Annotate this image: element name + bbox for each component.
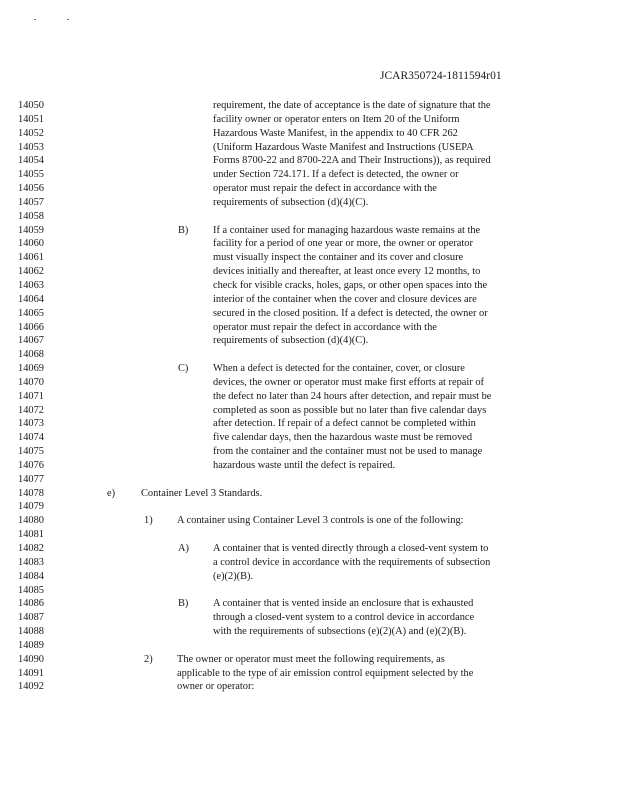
line-number: 14063 [18, 279, 44, 291]
line-text: with the requirements of subsections (e)(2)(A) and (e)(2)(B). [213, 626, 467, 638]
line-number: 14072 [18, 404, 44, 416]
line-text: requirement, the date of acceptance is the date of signature that the [213, 100, 491, 111]
line-text: a control device in accordance with the requirements of subsection [213, 556, 491, 568]
line-number: 14052 [18, 127, 44, 139]
line-text: five calendar days, then the hazardous waste must be removed [213, 432, 473, 444]
document-line [0, 154, 618, 168]
line-text: requirements of subsection (d)(4)(C). [213, 335, 369, 347]
document-line [0, 237, 618, 251]
line-text: after detection. If repair of a defect cannot be completed within [213, 418, 476, 430]
line-number: 14067 [18, 335, 44, 347]
line-text: A container that is vented inside an enclosure that is exhausted [213, 598, 474, 610]
document-line [0, 667, 618, 681]
line-text: A container using Container Level 3 controls is one of the following: [177, 515, 464, 527]
document-line [0, 514, 618, 528]
document-line [0, 265, 618, 279]
line-number: 14084 [18, 570, 44, 582]
document-line [0, 500, 618, 514]
document-line [0, 404, 618, 418]
document-line [0, 182, 618, 196]
document-line [0, 625, 618, 639]
document-line [0, 542, 618, 556]
document-line [0, 459, 618, 473]
document-line [0, 279, 618, 293]
document-line [0, 390, 618, 404]
line-number: 14068 [18, 349, 44, 361]
document-line [0, 653, 618, 667]
document-line [0, 251, 618, 265]
line-text: through a closed-vent system to a control device in accordance [213, 612, 475, 624]
line-text: hazardous waste until the defect is repaired. [213, 459, 396, 471]
line-text: check for visible cracks, holes, gaps, or other open spaces into the [213, 279, 488, 291]
line-text: (e)(2)(B). [213, 570, 254, 582]
document-line [0, 168, 618, 182]
document-line [0, 584, 618, 598]
line-number: 14079 [18, 501, 44, 513]
line-text: facility owner or operator enters on Item 20 of the Uniform [213, 113, 460, 125]
line-number: 14074 [18, 432, 44, 444]
line-text: Container Level 3 Standards. [141, 487, 263, 499]
line-text: interior of the container when the cover and closure devices are [213, 293, 477, 305]
document-line [0, 528, 618, 542]
line-number: 14090 [18, 653, 44, 665]
line-number: 14086 [18, 598, 44, 610]
subsection-label: C) [178, 363, 189, 375]
scan-speck [34, 19, 36, 20]
line-number: 14087 [18, 612, 44, 624]
document-line [0, 334, 618, 348]
line-number: 14065 [18, 307, 44, 319]
line-text: The owner or operator must meet the following requirements, as [177, 653, 445, 665]
line-text: A container that is vented directly through a closed-vent system to [213, 543, 489, 554]
line-number: 14066 [18, 321, 44, 333]
line-text: operator must repair the defect in accordance with the [213, 183, 437, 195]
line-text: operator must repair the defect in accordance with the [213, 321, 437, 333]
line-number: 14059 [18, 224, 44, 236]
line-number: 14092 [18, 681, 44, 693]
document-line [0, 570, 618, 584]
subsection-label: 2) [144, 653, 153, 665]
line-number: 14062 [18, 266, 44, 278]
line-number: 14064 [18, 293, 44, 305]
line-number: 14070 [18, 376, 44, 388]
line-text: applicable to the type of air emission control equipment selected by the [177, 667, 474, 679]
line-number: 14078 [18, 487, 44, 499]
document-line [0, 362, 618, 376]
line-number: 14077 [18, 473, 44, 485]
scan-speck [67, 19, 69, 20]
document-line [0, 293, 618, 307]
line-number: 14051 [18, 113, 44, 125]
document-line [0, 141, 618, 155]
line-text: Forms 8700-22 and 8700-22A and Their Instructions)), as required [213, 155, 491, 167]
document-line [0, 210, 618, 224]
line-text: devices initially and thereafter, at least once every 12 months, to [213, 266, 481, 278]
document-id-header: JCAR350724-1811594r01 [380, 70, 502, 82]
document-line [0, 680, 618, 694]
subsection-label: e) [107, 487, 116, 499]
document-line [0, 348, 618, 362]
line-text: (Uniform Hazardous Waste Manifest and Instructions (USEPA [213, 141, 474, 153]
document-line [0, 113, 618, 127]
line-text: owner or operator: [177, 681, 255, 693]
document-line [0, 196, 618, 210]
document-line [0, 417, 618, 431]
line-number: 14056 [18, 183, 44, 195]
line-number: 14054 [18, 155, 44, 167]
line-number: 14057 [18, 196, 44, 208]
document-line [0, 473, 618, 487]
line-text: devices, the owner or operator must make first efforts at repair of [213, 376, 485, 388]
line-text: under Section 724.171. If a defect is detected, the owner or [213, 169, 459, 181]
document-line [0, 639, 618, 653]
document-line [0, 307, 618, 321]
document-line [0, 99, 618, 113]
line-number: 14050 [18, 100, 44, 111]
line-text: When a defect is detected for the container, cover, or closure [213, 363, 465, 375]
line-number: 14081 [18, 529, 44, 541]
document-line [0, 445, 618, 459]
document-line [0, 487, 618, 501]
line-text: secured in the closed position. If a defect is detected, the owner or [213, 307, 488, 319]
line-text: must visually inspect the container and its cover and closure [213, 252, 464, 264]
document-line [0, 376, 618, 390]
line-number: 14071 [18, 390, 44, 402]
line-number: 14080 [18, 515, 44, 527]
document-line [0, 611, 618, 625]
subsection-label: A) [178, 543, 189, 554]
line-text: completed as soon as possible but no later than five calendar days [213, 404, 487, 416]
line-number: 14082 [18, 543, 44, 554]
subsection-label: B) [178, 598, 189, 610]
line-number: 14085 [18, 584, 44, 596]
line-text: from the container and the container must not be used to manage [213, 446, 483, 458]
document-line [0, 321, 618, 335]
line-text: If a container used for managing hazardous waste remains at the [213, 224, 481, 236]
subsection-label: B) [178, 224, 189, 236]
line-number: 14058 [18, 210, 44, 222]
line-text: requirements of subsection (d)(4)(C). [213, 196, 369, 208]
line-text: the defect no later than 24 hours after detection, and repair must be [213, 390, 492, 402]
line-number: 14091 [18, 667, 44, 679]
line-number: 14053 [18, 141, 44, 153]
line-number: 14055 [18, 169, 44, 181]
line-number: 14060 [18, 238, 44, 250]
line-number: 14075 [18, 446, 44, 458]
document-line [0, 127, 618, 141]
line-number: 14083 [18, 556, 44, 568]
line-text: Hazardous Waste Manifest, in the appendix to 40 CFR 262 [213, 127, 458, 139]
numbered-text-body [0, 99, 618, 694]
document-line [0, 597, 618, 611]
subsection-label: 1) [144, 515, 153, 527]
document-line [0, 224, 618, 238]
line-number: 14089 [18, 639, 44, 651]
document-line [0, 556, 618, 570]
line-number: 14073 [18, 418, 44, 430]
line-number: 14061 [18, 252, 44, 264]
line-text: facility for a period of one year or more, the owner or operator [213, 238, 473, 250]
document-line [0, 431, 618, 445]
line-number: 14088 [18, 626, 44, 638]
line-number: 14069 [18, 363, 44, 375]
line-number: 14076 [18, 459, 44, 471]
